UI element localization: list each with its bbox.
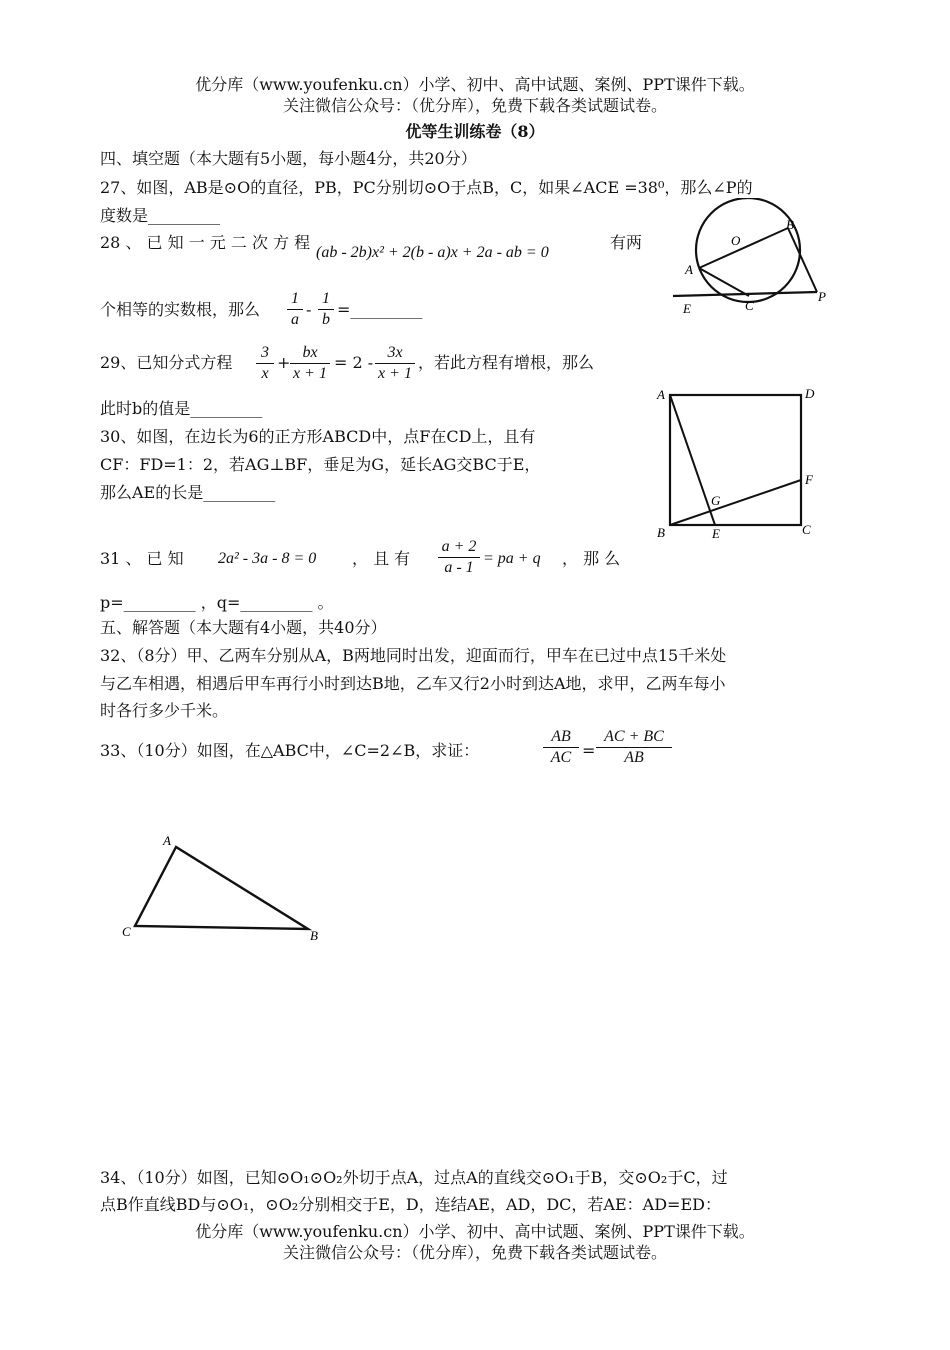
section-4-heading: 四、填空题（本大题有5小题，每小题4分，共20分） xyxy=(100,149,477,168)
footer-line-2: 关注微信公众号：（优分库），免费下载各类试题试卷。 xyxy=(282,1243,667,1262)
label-b: B xyxy=(310,928,318,943)
q27-line-1: 27、如图，AB是⊙O的直径，PB，PC分别切⊙O于点B，C，如果∠ACE =38⁰，那么∠P的 xyxy=(100,178,753,197)
label-f: F xyxy=(805,472,813,487)
q27-line-2: 度数是_________ xyxy=(100,206,221,225)
q28-prefix: 28 、 已 知 一 元 二 次 方 程 xyxy=(100,233,311,252)
q31-prefix: 31 、 已 知 xyxy=(100,549,184,568)
q32-line-1: 32、（8分）甲、乙两车分别从A，B两地同时出发，迎面而行，甲车在已过中点15千米处 xyxy=(100,646,727,665)
q31-fraction: a + 2 a - 1 xyxy=(438,538,480,577)
header-line-2: 关注微信公众号：（优分库），免费下载各类试题试卷。 xyxy=(282,96,667,115)
label-b: B xyxy=(786,217,794,232)
q28-equation: (ab - 2b)x² + 2(b - a)x + 2a - ab = 0 xyxy=(316,244,549,261)
q33-prefix: 33、（10分）如图，在△ABC中，∠C=2∠B，求证： xyxy=(100,741,480,760)
q29-line-2: 此时b的值是_________ xyxy=(100,399,263,418)
tangent-pb xyxy=(788,228,817,292)
q29-equals: = 2 - xyxy=(334,353,374,372)
label-e: E xyxy=(712,526,720,541)
q29-fraction-3: 3x x + 1 xyxy=(375,344,415,383)
q33-right-fraction: AC + BC AB xyxy=(596,728,672,767)
q31-line-2: p=_________ ，q=_________ 。 xyxy=(100,593,334,612)
segment-ae xyxy=(670,395,715,525)
q29-fraction-1: 3 x xyxy=(256,344,274,383)
diameter-ab xyxy=(699,228,788,268)
q33-equals: = xyxy=(582,741,596,760)
q28-fraction-1: 1 a xyxy=(287,290,303,329)
label-g: G xyxy=(711,493,721,508)
q33-left-fraction: AB AC xyxy=(543,728,579,767)
q34-line-2: 点B作直线BD与⊙O₁，⊙O₂分别相交于E，D，连结AE，AD，DC，若AE：AD=ED： xyxy=(100,1195,721,1214)
figure-q33-triangle xyxy=(118,830,328,945)
triangle-abc xyxy=(135,847,308,929)
label-c: C xyxy=(122,924,131,939)
footer-line-1: 优分库（www.youfenku.cn）小学、初中、高中试题、案例、PPT课件下载。 xyxy=(195,1222,755,1241)
q28-suffix: 有两 xyxy=(610,233,643,252)
label-a: A xyxy=(657,387,665,402)
label-c: C xyxy=(802,522,811,537)
label-e: E xyxy=(683,301,691,316)
q28-fraction-2: 1 b xyxy=(318,290,334,329)
header-line-1: 优分库（www.youfenku.cn）小学、初中、高中试题、案例、PPT课件下载。 xyxy=(195,75,755,94)
q29-fraction-2: bx x + 1 xyxy=(290,344,330,383)
q30-line-2: CF：FD=1：2，若AG⊥BF，垂足为G，延长AG交BC于E， xyxy=(100,455,541,474)
q31-equation: 2a² - 3a - 8 = 0 xyxy=(218,550,317,567)
section-5-heading: 五、解答题（本大题有4小题，共40分） xyxy=(100,618,387,637)
figure-q30-square xyxy=(650,385,830,545)
q29-plus: + xyxy=(277,353,291,372)
q28-minus: - xyxy=(306,300,312,319)
q34-line-1: 34、（10分）如图，已知⊙O₁⊙O₂外切于点A，过点A的直线交⊙O₁于B，交⊙O₂于C，过 xyxy=(100,1168,728,1187)
label-a: A xyxy=(685,262,693,277)
label-a: A xyxy=(163,833,171,848)
q31-suffix: ， 那 么 xyxy=(562,549,621,568)
q30-line-1: 30、如图，在边长为6的正方形ABCD中，点F在CD上，且有 xyxy=(100,427,536,446)
label-b: B xyxy=(657,525,665,540)
label-d: D xyxy=(805,386,815,401)
circle-o xyxy=(696,198,800,302)
q28-line2-a: 个相等的实数根，那么 xyxy=(100,300,261,319)
q29-prefix: 29、已知分式方程 xyxy=(100,353,233,372)
q31-mid: ， 且 有 xyxy=(352,549,411,568)
label-c: C xyxy=(745,298,754,313)
q31-rhs: = pa + q xyxy=(483,550,541,567)
q28-line2-b: =_________ xyxy=(337,300,423,319)
q32-line-2: 与乙车相遇，相遇后甲车再行小时到达B地，乙车又行2小时到达A地，求甲，乙两车每小 xyxy=(100,674,726,693)
q32-line-3: 时各行多少千米。 xyxy=(100,701,229,720)
label-p: P xyxy=(818,289,826,304)
page-title: 优等生训练卷（8） xyxy=(405,122,545,141)
square-abcd xyxy=(670,395,801,525)
figure-q27-circle-tangents xyxy=(665,198,845,318)
q30-line-3: 那么AE的长是_________ xyxy=(100,483,276,502)
label-o: O xyxy=(731,233,741,248)
q29-suffix: ，若此方程有增根，那么 xyxy=(418,353,595,372)
segment-bf xyxy=(670,480,801,525)
